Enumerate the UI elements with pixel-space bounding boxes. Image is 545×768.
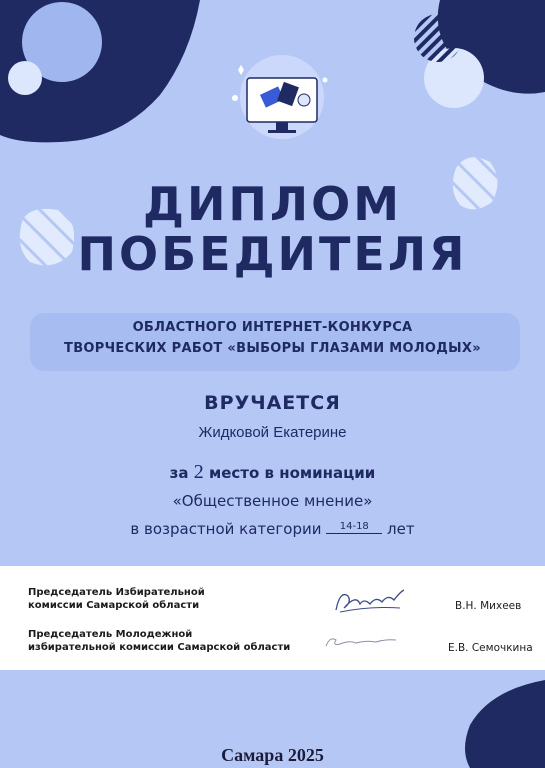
signatory-1-title (28, 586, 205, 612)
age-suffix: лет (387, 520, 415, 538)
age-category-line (0, 520, 545, 538)
recipient-name: Жидковой Екатерине (198, 424, 347, 441)
signatory-1-title-line2: комиссии Самарской области (28, 600, 200, 611)
nomination-name: «Общественное мнение» (172, 492, 373, 510)
signatory-1-name: В.Н. Михеев (455, 600, 522, 612)
signature-1-icon (330, 584, 410, 618)
signatory-2-title-line1: Председатель Молодежной (28, 629, 193, 640)
top-left-small-circle (8, 61, 42, 95)
signatory-1-title-line1: Председатель Избирательной (28, 587, 205, 598)
awarded-heading: ВРУЧАЕТСЯ (204, 392, 341, 414)
signature-panel (0, 566, 545, 670)
place-suffix: место в номинации (208, 464, 376, 482)
diploma-title-line2: ПОБЕДИТЕЛЯ (77, 227, 468, 281)
computer-illustration-icon (232, 55, 328, 139)
signatory-2-title-line2: избирательной комиссии Самарской области (28, 642, 291, 653)
age-value: 14-18 (326, 521, 382, 534)
striped-circle-icon (414, 14, 462, 62)
place-prefix: за (169, 464, 189, 482)
signatory-2-title (28, 628, 290, 654)
place-line (0, 461, 545, 484)
diploma-title-line1: ДИПЛОМ (142, 177, 403, 231)
signature-2-icon (322, 630, 400, 652)
age-prefix: в возрастной категории (130, 520, 322, 538)
contest-line1: ОБЛАСТНОГО ИНТЕРНЕТ-КОНКУРСА (132, 320, 413, 335)
place-number: 2 (193, 461, 204, 483)
city-year: Самара 2025 (221, 745, 324, 765)
contest-line2: ТВОРЧЕСКИХ РАБОТ «ВЫБОРЫ ГЛАЗАМИ МОЛОДЫХ» (64, 341, 481, 356)
signatory-2-name: Е.В. Семочкина (448, 642, 533, 654)
